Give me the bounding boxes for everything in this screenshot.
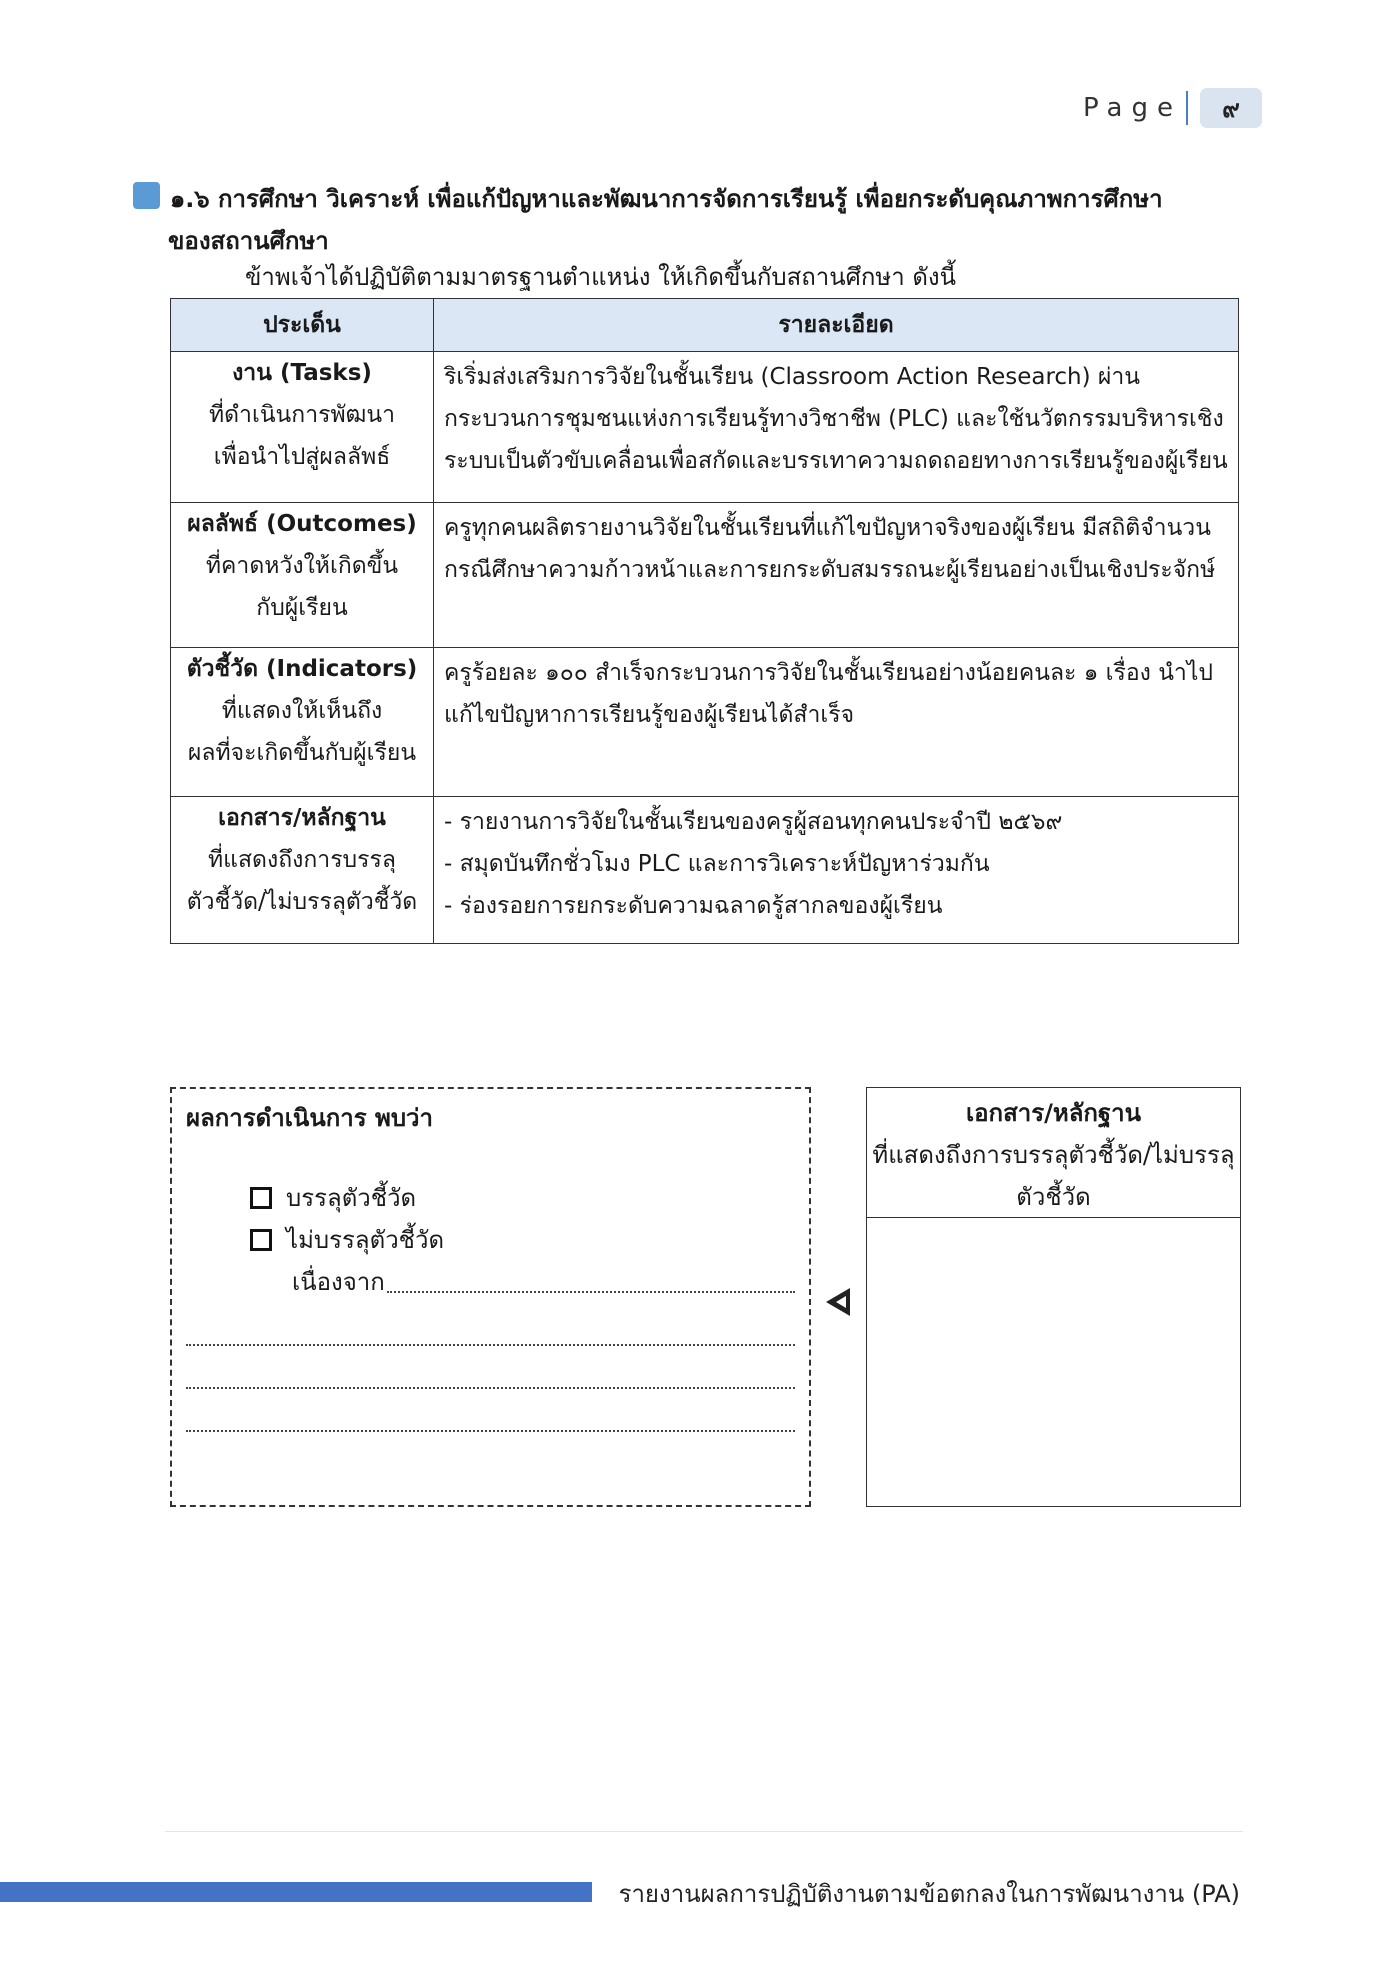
column-header-issue: ประเด็น [171,299,434,352]
not-achieved-checkbox[interactable] [250,1229,272,1251]
table-row [171,503,1239,648]
fill-line[interactable] [186,1346,795,1389]
footer-text: รายงานผลการปฏิบัติงานตามข้อตกลงในการพัฒนางาน (PA) [618,1880,1240,1908]
issue-subtitle: กับผู้เรียน [256,595,348,621]
issue-subtitle: ตัวชี้วัด/ไม่บรรลุตัวชี้วัด [186,889,418,915]
page-label: Page [1083,93,1182,123]
evidence-bullet: - รายงานการวิจัยในชั้นเรียนของครูผู้สอนทุกคนประจำปี ๒๕๖๙ [444,809,1063,835]
arrow-left-icon-inner [836,1296,846,1308]
section-title [170,178,1200,262]
achieved-checkbox[interactable] [250,1187,272,1209]
issue-cell [171,648,434,797]
footer-divider [165,1831,1243,1832]
result-box [170,1087,811,1507]
evidence-subtitle: ที่แสดงถึงการบรรลุตัวชี้วัด/ไม่บรรลุตัวชี้วัด [872,1141,1235,1211]
evidence-bullet: - ร่องรอยการยกระดับความฉลาดรู้สากลของผู้เรียน [444,893,943,919]
evidence-title: เอกสาร/หลักฐาน [965,1099,1142,1127]
issue-subtitle: เพื่อนำไปสู่ผลลัพธ์ [213,444,391,470]
section-title-line2: ของสถานศึกษา [168,227,329,255]
detail-cell [434,797,1239,944]
issue-title: ผลลัพธ์ (Outcomes) [187,511,417,537]
table-row [171,352,1239,503]
not-achieved-label: ไม่บรรลุตัวชี้วัด [286,1226,445,1254]
section-title-line1: ๑.๖ การศึกษา วิเคราะห์ เพื่อแก้ปัญหาและพัฒนาการจัดการเรียนรู้ เพื่อยกระดับคุณภาพการศึกษา [170,185,1163,213]
reason-fill-line[interactable] [387,1261,795,1293]
page-separator [1186,91,1188,125]
page-number: ๙ [1200,88,1262,128]
reason-row [292,1261,795,1303]
issue-subtitle: ผลที่จะเกิดขึ้นกับผู้เรียน [187,740,417,766]
issue-title: งาน (Tasks) [232,360,372,386]
result-heading: ผลการดำเนินการ พบว่า [186,1104,434,1132]
detail-cell: ครูร้อยละ ๑๐๐ สำเร็จกระบวนการวิจัยในชั้นเรียนอย่างน้อยคนละ ๑ เรื่อง นำไปแก้ไขปัญหาการเรียนรู้ของผู้เรียนได้สำเร็จ [434,648,1239,797]
table-row [171,797,1239,944]
issue-title: เอกสาร/หลักฐาน [218,805,386,831]
option-achieved [250,1177,795,1219]
evidence-header [867,1088,1240,1218]
footer-accent-bar [0,1882,592,1902]
issue-subtitle: ที่แสดงให้เห็นถึง [221,698,383,724]
evidence-bullet: - สมุดบันทึกชั่วโมง PLC และการวิเคราะห์ปัญหาร่วมกัน [444,851,990,877]
issue-cell [171,503,434,648]
issue-cell [171,352,434,503]
issue-subtitle: ที่ดำเนินการพัฒนา [208,402,396,428]
issue-subtitle: ที่คาดหวังให้เกิดขึ้น [205,553,399,579]
fill-line[interactable] [186,1389,795,1432]
reason-label: เนื่องจาก [292,1268,385,1296]
fill-line[interactable] [186,1303,795,1346]
option-not-achieved [250,1219,795,1261]
column-header-detail: รายละเอียด [434,299,1239,352]
standards-table [170,298,1239,944]
issue-subtitle: ที่แสดงถึงการบรรลุ [208,847,396,873]
table-header-row [171,299,1239,352]
section-intro: ข้าพเจ้าได้ปฏิบัติตามมาตรฐานตำแหน่ง ให้เกิดขึ้นกับสถานศึกษา ดังนี้ [245,263,957,291]
page-header [1083,88,1262,128]
issue-title: ตัวชี้วัด (Indicators) [186,656,418,682]
detail-cell: ริเริ่มส่งเสริมการวิจัยในชั้นเรียน (Classroom Action Research) ผ่านกระบวนการชุมชนแห่งการเรียนรู้ทางวิชาชีพ (PLC) และใช้นวัตกรรมบริหารเชิงระบบเป็นตัวขับเคลื่อนเพื่อสกัดและบรรเทาความถดถอยทางการเรียนรู้ของผู้เรียน [434,352,1239,503]
table-row [171,648,1239,797]
achieved-label: บรรลุตัวชี้วัด [286,1184,417,1212]
evidence-box [866,1087,1241,1507]
section-marker-icon [133,182,160,209]
detail-cell: ครูทุกคนผลิตรายงานวิจัยในชั้นเรียนที่แก้ไขปัญหาจริงของผู้เรียน มีสถิติจำนวนกรณีศึกษาความก้าวหน้าและการยกระดับสมรรถนะผู้เรียนอย่างเป็นเชิงประจักษ์ [434,503,1239,648]
issue-cell [171,797,434,944]
